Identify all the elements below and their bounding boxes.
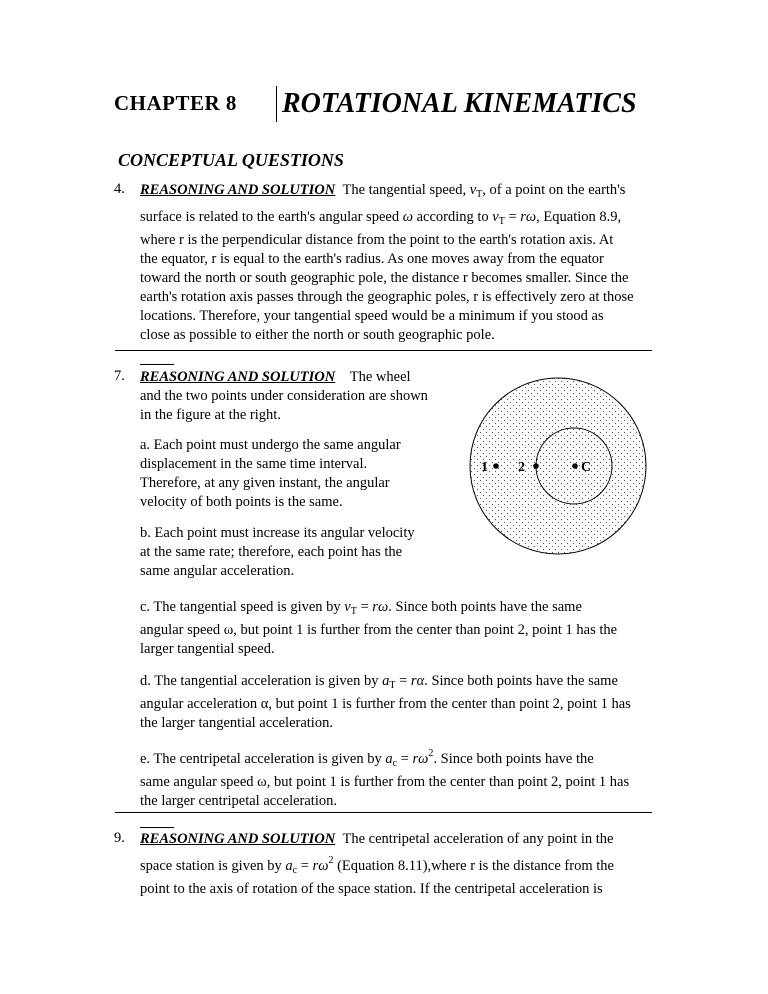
q7-heading: REASONING AND SOLUTION — [140, 369, 336, 385]
q7-intro: REASONING AND SOLUTION The wheel and the two points under consideration are shown in the figure at the right. — [140, 369, 428, 423]
q4-number: 4. — [114, 181, 125, 197]
q9-number: 9. — [114, 830, 125, 846]
q7-part-d: d. The tangential acceleration is given by $a_T = r\alpha$. Since both points have the same angular acceleration α, but point 1 is further from the center than point 2, point 1 has the larger tangential acceleration. — [140, 673, 631, 731]
wheel-figure — [458, 374, 658, 574]
q7-number: 7. — [114, 368, 125, 384]
point-1-marker — [493, 463, 499, 469]
q4-heading: REASONING AND SOLUTION — [140, 182, 336, 198]
q7-part-a: a. Each point must undergo the same angular displacement in the same time interval. Therefore, at any given instant, the angular velocity of both points is the same. — [140, 437, 401, 510]
section-title: CONCEPTUAL QUESTIONS — [118, 150, 344, 170]
q7-part-e: e. The centripetal acceleration is given by $a_c = r\omega^2$. Since both points have the same angular speed ω, but point 1 is further from the center than point 2, point 1 has the larger centripetal acceleration. — [140, 748, 630, 809]
point-2-marker — [533, 463, 539, 469]
separator-stub — [140, 364, 174, 365]
center-marker — [572, 463, 578, 469]
center-label: C — [581, 460, 592, 475]
q7-part-b: b. Each point must increase its angular velocity at the same rate; therefore, each point has the same angular acceleration. — [140, 525, 415, 579]
q4-line-1: REASONING AND SOLUTION The tangential speed, $v_T$, of a point on the earth's — [140, 182, 626, 200]
q9-body: REASONING AND SOLUTION The centripetal acceleration of any point in the space station is given by $a_c = r\omega^2$ (Equation 8.11),where r is the distance from the point to the axis of rotation of the space station. If the centripetal acceleration is — [140, 831, 614, 897]
chapter-label: CHAPTER 8 — [114, 91, 237, 115]
point-2-label: 2 — [518, 460, 525, 475]
chapter-divider — [276, 86, 277, 122]
q4-body: where r is the perpendicular distance from the point to the earth's rotation axis. At the equator, r is equal to the earth's radius. As one moves away from the equator toward the north or south geographic pole, the distance r becomes smaller. Since the earth's rotation axis passes through the geographic poles, r is effectively zero at those locations. Therefore, your tangential speed would be a minimum if you stood as close as possible to either the north or south geographic pole. — [140, 232, 634, 343]
separator-rule — [115, 350, 652, 351]
q7-part-c: c. The tangential speed is given by $v_T = r\omega$. Since both points have the same angular speed ω, but point 1 is further from the center than point 2, point 1 has the larger tangential speed. — [140, 599, 618, 657]
separator-rule-2 — [115, 812, 652, 813]
q9-heading: REASONING AND SOLUTION — [140, 831, 336, 847]
chapter-title: ROTATIONAL KINEMATICS — [282, 88, 637, 119]
point-1-label: 1 — [481, 460, 488, 475]
separator-stub-2 — [140, 827, 174, 828]
q4-line-2: surface is related to the earth's angular speed ω according to $v_T = r\omega$, Equation 8.9, — [140, 209, 622, 227]
